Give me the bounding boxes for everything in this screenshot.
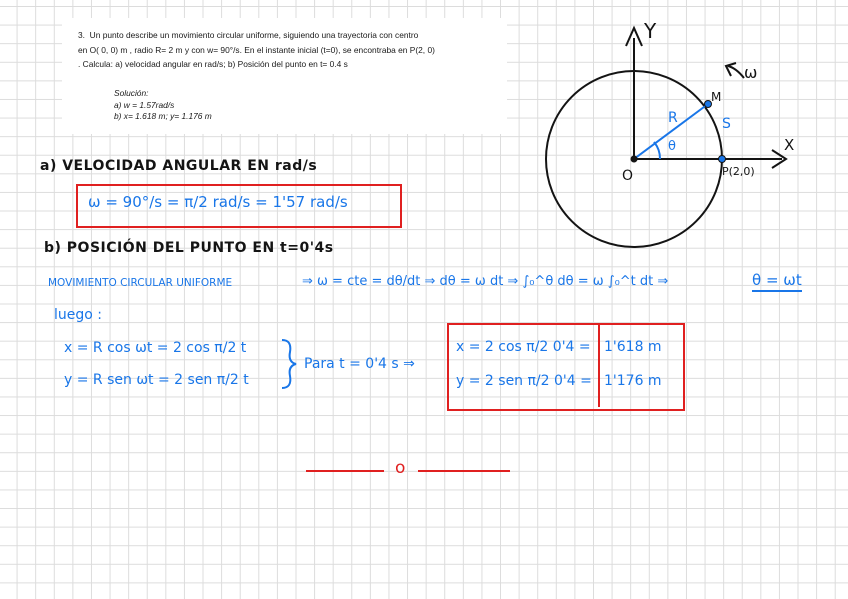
answer-a: a) w = 1.57rad/s bbox=[114, 100, 175, 110]
position-y-equation: y = R sen ωt = 2 sen π/2 t bbox=[64, 372, 249, 388]
mcu-steps: ⇒ ω = cte = dθ/dt ⇒ dθ = ω dt ⇒ ∫₀^θ dθ = ω ∫₀^t dt ⇒ bbox=[302, 274, 669, 289]
luego-label: luego : bbox=[54, 307, 102, 323]
para-label: Para t = 0'4 s ⇒ bbox=[304, 356, 415, 372]
angle-label: θ bbox=[668, 139, 676, 154]
solution-label: Solución: bbox=[114, 88, 149, 98]
part-a-equation: ω = 90°/s = π/2 rad/s = 1'57 rad/s bbox=[88, 193, 348, 211]
arc-label: S bbox=[722, 116, 731, 132]
part-a-heading: a) VELOCIDAD ANGULAR EN rad/s bbox=[40, 158, 318, 174]
problem-line-2: en O( 0, 0) m , radio R= 2 m y con w= 90°/s. En el instante inicial (t=0), se encontraba en P(2, 0) bbox=[78, 44, 435, 55]
footer-rule-left bbox=[306, 470, 384, 472]
problem-line-3: . Calcula: a) velocidad angular en rad/s; b) Posición del punto en t= 0.4 s bbox=[78, 59, 348, 69]
result-x-expression: x = 2 cos π/2 0'4 = bbox=[456, 339, 591, 355]
answer-b: b) x= 1.618 m; y= 1.176 m bbox=[114, 111, 212, 121]
omega-label: ω bbox=[744, 63, 758, 82]
problem-line-1: Un punto describe un movimiento circular uniforme, siguiendo una trayectoria con centro bbox=[89, 30, 419, 40]
mcu-label: MOVIMIENTO CIRCULAR UNIFORME bbox=[48, 277, 233, 289]
part-b-values-box bbox=[598, 323, 681, 407]
origin-label: O bbox=[622, 168, 634, 184]
part-b-heading: b) POSICIÓN DEL PUNTO EN t=0'4s bbox=[44, 240, 334, 256]
y-axis-label: Y bbox=[644, 19, 657, 43]
point-m-label: M bbox=[711, 90, 722, 104]
result-x-value: 1'618 m bbox=[604, 339, 662, 355]
x-axis-label: X bbox=[784, 136, 795, 154]
radius-label: R bbox=[668, 110, 678, 126]
footer-mark: o bbox=[395, 458, 406, 478]
problem-number: 3. bbox=[78, 30, 85, 40]
result-y-expression: y = 2 sen π/2 0'4 = bbox=[456, 373, 592, 389]
mcu-result: θ = ωt bbox=[752, 271, 802, 292]
footer-rule-right bbox=[418, 470, 510, 472]
position-x-equation: x = R cos ωt = 2 cos π/2 t bbox=[64, 340, 247, 356]
point-p-label: P(2,0) bbox=[722, 165, 755, 178]
result-y-value: 1'176 m bbox=[604, 373, 662, 389]
